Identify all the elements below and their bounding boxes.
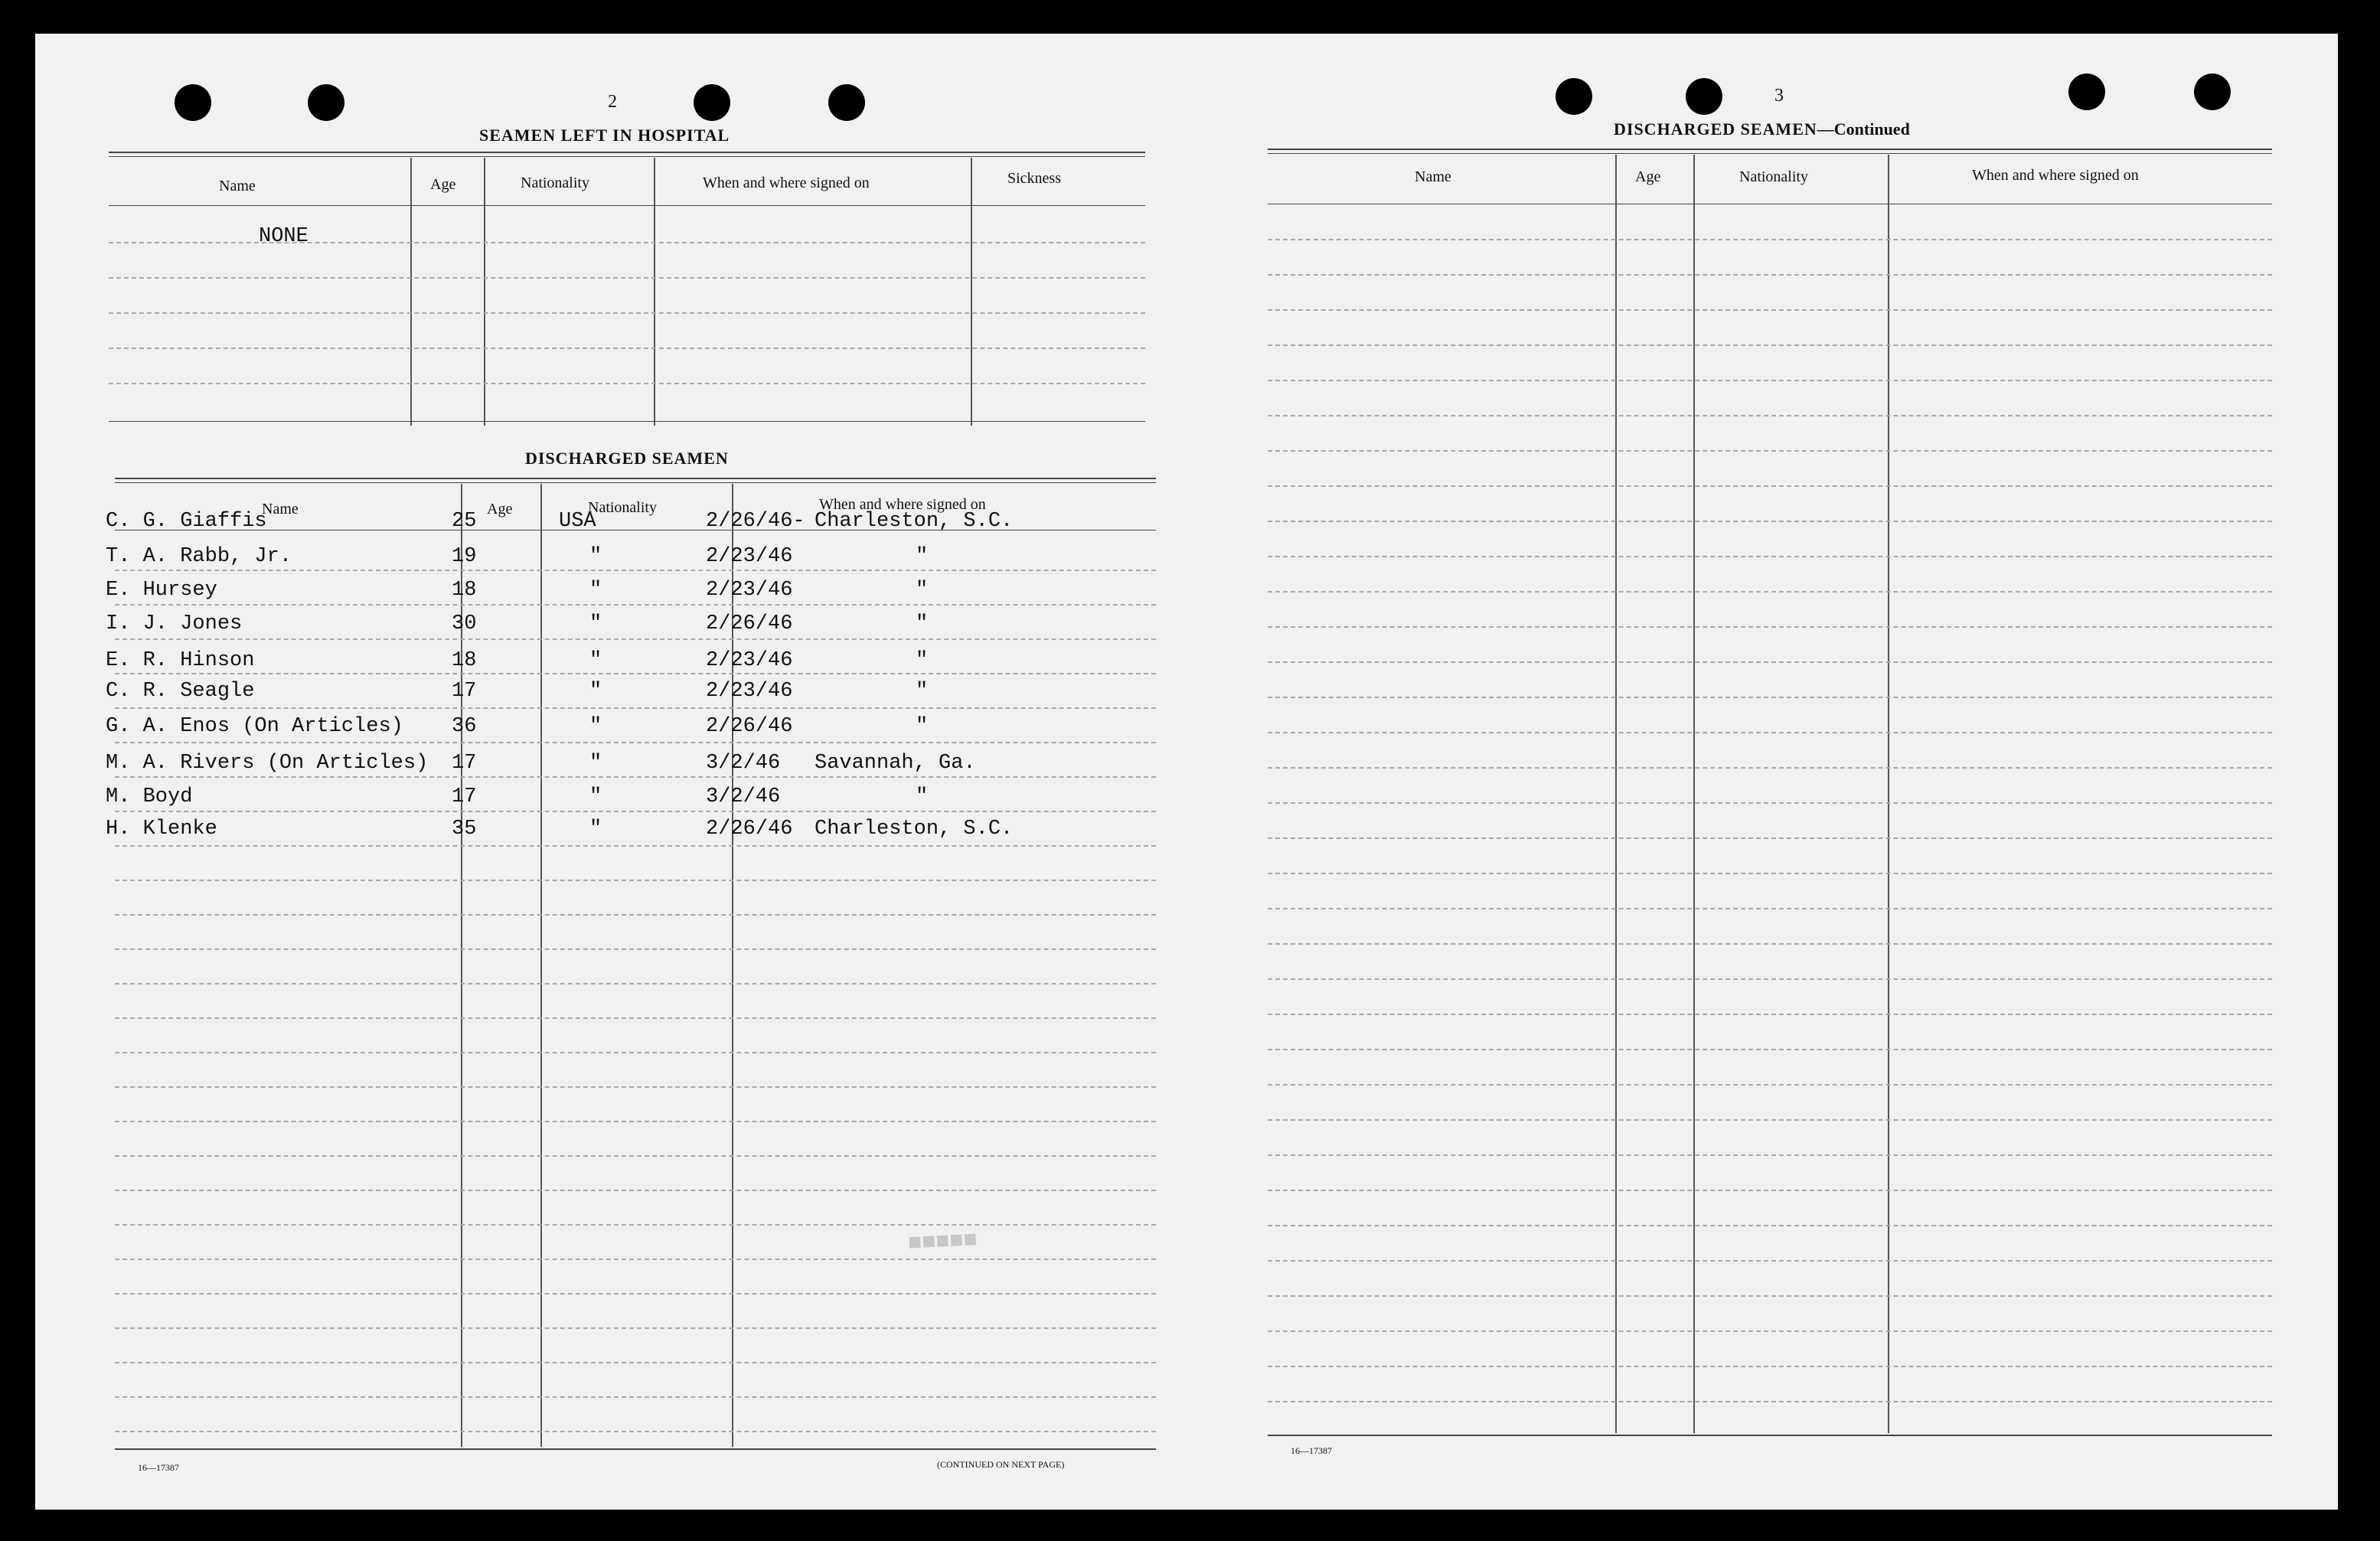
page-number: 2 (608, 92, 617, 112)
cell-age: 17 (452, 785, 477, 808)
row-rule (115, 638, 1156, 640)
cell-nationality: " (589, 785, 602, 808)
row-rule (115, 948, 1156, 950)
cell-date: 2/26/46 (706, 818, 793, 841)
column-header: Age (1635, 168, 1661, 185)
page-number: 3 (1774, 86, 1784, 106)
row-rule (1268, 873, 2272, 874)
cell-age: 36 (452, 715, 477, 738)
cell-name: H. Klenke (106, 818, 217, 841)
cell-age: 17 (452, 752, 477, 775)
row-rule (1268, 767, 2272, 769)
column-header: Age (430, 176, 456, 193)
row-rule (109, 312, 1145, 314)
column-header: Name (219, 178, 256, 194)
row-rule (1268, 556, 2272, 557)
cell-date: 2/26/46 (706, 612, 793, 635)
row-rule (115, 1190, 1156, 1191)
rule (1268, 1435, 2272, 1436)
row-rule (1268, 1049, 2272, 1050)
row-rule (115, 1431, 1156, 1432)
row-rule (1268, 1366, 2272, 1367)
row-rule (115, 1155, 1156, 1157)
punch-hole (1686, 78, 1722, 115)
cell-age: 17 (452, 680, 477, 703)
cell-nationality: " (589, 715, 602, 738)
row-rule (1268, 908, 2272, 909)
cell-place: " (916, 579, 929, 602)
rule (109, 152, 1145, 153)
cell-date: 2/26/46- (706, 510, 805, 533)
section-title-suffix: —Continued (1817, 119, 1910, 139)
cell-date: 2/23/46 (706, 680, 793, 703)
cell-place: " (916, 680, 929, 703)
row-rule (115, 983, 1156, 984)
row-rule (115, 1327, 1156, 1329)
row-rule (115, 707, 1156, 709)
faint-stamp: ■■■■■ (907, 1226, 978, 1255)
cell-name: T. A. Rabb, Jr. (106, 545, 292, 568)
column-divider (1888, 155, 1889, 1433)
row-rule (115, 1396, 1156, 1398)
row-rule (115, 1121, 1156, 1122)
row-rule (115, 1259, 1156, 1260)
row-rule (1268, 697, 2272, 698)
row-rule (1268, 837, 2272, 839)
punch-hole (828, 84, 865, 121)
row-rule (1268, 1014, 2272, 1015)
row-rule (115, 1086, 1156, 1088)
hospital-entry: NONE (259, 225, 309, 248)
row-rule (1268, 943, 2272, 945)
cell-name: E. Hursey (106, 579, 217, 602)
cell-name: C. G. Giaffis (106, 510, 267, 533)
row-rule (1268, 591, 2272, 593)
cell-place: Savannah, Ga. (815, 752, 976, 775)
rule (115, 478, 1156, 479)
row-rule (1268, 380, 2272, 381)
rule (115, 482, 1156, 483)
punch-hole (2068, 73, 2105, 110)
row-rule (115, 673, 1156, 674)
row-rule (115, 776, 1156, 778)
row-rule (109, 277, 1145, 279)
cell-place: " (916, 785, 929, 808)
cell-place: Charleston, S.C. (815, 510, 1014, 533)
cell-nationality: " (589, 649, 602, 672)
cell-name: M. Boyd (106, 785, 193, 808)
cell-nationality: USA (559, 510, 596, 533)
row-rule (109, 348, 1145, 349)
row-rule (1268, 661, 2272, 663)
cell-place: Charleston, S.C. (815, 818, 1014, 841)
cell-name: G. A. Enos (On Articles) (106, 715, 403, 738)
cell-name: C. R. Seagle (106, 680, 255, 703)
row-rule (115, 1362, 1156, 1363)
cell-age: 25 (452, 510, 477, 533)
row-rule (1268, 732, 2272, 733)
column-header: Sickness (1007, 170, 1061, 187)
column-header: When and where signed on (1972, 167, 2139, 184)
row-rule (1268, 1190, 2272, 1191)
punch-hole (2194, 73, 2231, 110)
row-rule (1268, 1225, 2272, 1226)
row-rule (1268, 802, 2272, 804)
column-header: Name (1415, 168, 1451, 185)
cell-age: 35 (452, 818, 477, 841)
cell-age: 18 (452, 579, 477, 602)
cell-date: 2/26/46 (706, 715, 793, 738)
column-divider (484, 158, 485, 426)
cell-name: M. A. Rivers (On Articles) (106, 752, 429, 775)
row-rule (1268, 1401, 2272, 1402)
row-rule (1268, 309, 2272, 311)
rule (1268, 153, 2272, 154)
cell-nationality: " (589, 752, 602, 775)
cell-name: E. R. Hinson (106, 649, 255, 672)
column-divider (654, 158, 655, 426)
row-rule (115, 570, 1156, 571)
cell-date: 2/23/46 (706, 649, 793, 672)
section-title-main: DISCHARGED SEAMEN (1614, 119, 1817, 139)
section-title: DISCHARGED SEAMEN (525, 449, 729, 468)
row-rule (1268, 1154, 2272, 1156)
punch-hole (694, 84, 730, 121)
row-rule (115, 880, 1156, 881)
form-number: 16—17387 (138, 1462, 179, 1473)
cell-place: " (916, 715, 929, 738)
row-rule (115, 1293, 1156, 1295)
cell-nationality: " (589, 680, 602, 703)
row-rule (115, 811, 1156, 812)
form-number: 16—17387 (1291, 1445, 1332, 1456)
row-rule (1268, 274, 2272, 276)
document-page (35, 34, 2338, 1510)
row-rule (1268, 521, 2272, 522)
column-divider (1615, 155, 1617, 1433)
punch-hole (1556, 78, 1592, 115)
row-rule (115, 1017, 1156, 1019)
column-header: Age (487, 501, 513, 517)
column-header: When and where signed on (819, 496, 986, 513)
row-rule (1268, 239, 2272, 240)
cell-nationality: " (589, 579, 602, 602)
cell-date: 3/2/46 (706, 752, 781, 775)
rule (109, 421, 1145, 422)
row-rule (1268, 450, 2272, 452)
column-divider (540, 484, 542, 1447)
row-rule (1268, 1330, 2272, 1332)
continued-note: (CONTINUED ON NEXT PAGE) (937, 1459, 1065, 1470)
column-divider (971, 158, 972, 426)
cell-name: I. J. Jones (106, 612, 243, 635)
section-title (1614, 119, 1910, 139)
cell-date: 2/23/46 (706, 545, 793, 568)
row-rule (1268, 626, 2272, 628)
cell-place: " (916, 649, 929, 672)
row-rule (115, 742, 1156, 743)
cell-age: 19 (452, 545, 477, 568)
cell-place: " (916, 612, 929, 635)
cell-place: " (916, 545, 929, 568)
row-rule (1268, 1260, 2272, 1262)
punch-hole (175, 84, 211, 121)
punch-hole (308, 84, 344, 121)
cell-age: 30 (452, 612, 477, 635)
cell-age: 18 (452, 649, 477, 672)
row-rule (115, 845, 1156, 847)
row-rule (1268, 344, 2272, 346)
rule (1268, 149, 2272, 150)
rule (109, 205, 1145, 206)
row-rule (1268, 1295, 2272, 1297)
column-header: Nationality (521, 175, 589, 191)
cell-date: 2/23/46 (706, 579, 793, 602)
row-rule (115, 1224, 1156, 1226)
column-header: Name (262, 501, 299, 517)
row-rule (1268, 415, 2272, 416)
rule (109, 156, 1145, 157)
column-header: Nationality (588, 499, 657, 516)
cell-nationality: " (589, 612, 602, 635)
column-divider (410, 158, 412, 426)
row-rule (115, 604, 1156, 606)
cell-nationality: " (589, 545, 602, 568)
cell-date: 3/2/46 (706, 785, 781, 808)
row-rule (115, 914, 1156, 916)
row-rule (1268, 978, 2272, 980)
section-title: SEAMEN LEFT IN HOSPITAL (479, 126, 730, 145)
row-rule (1268, 485, 2272, 487)
row-rule (1268, 1119, 2272, 1121)
row-rule (109, 383, 1145, 384)
column-header: Nationality (1739, 168, 1808, 185)
column-divider (1693, 155, 1695, 1433)
row-rule (1268, 1084, 2272, 1086)
row-rule (115, 1052, 1156, 1053)
rule (115, 1448, 1156, 1450)
column-header: When and where signed on (703, 175, 870, 191)
cell-nationality: " (589, 818, 602, 841)
